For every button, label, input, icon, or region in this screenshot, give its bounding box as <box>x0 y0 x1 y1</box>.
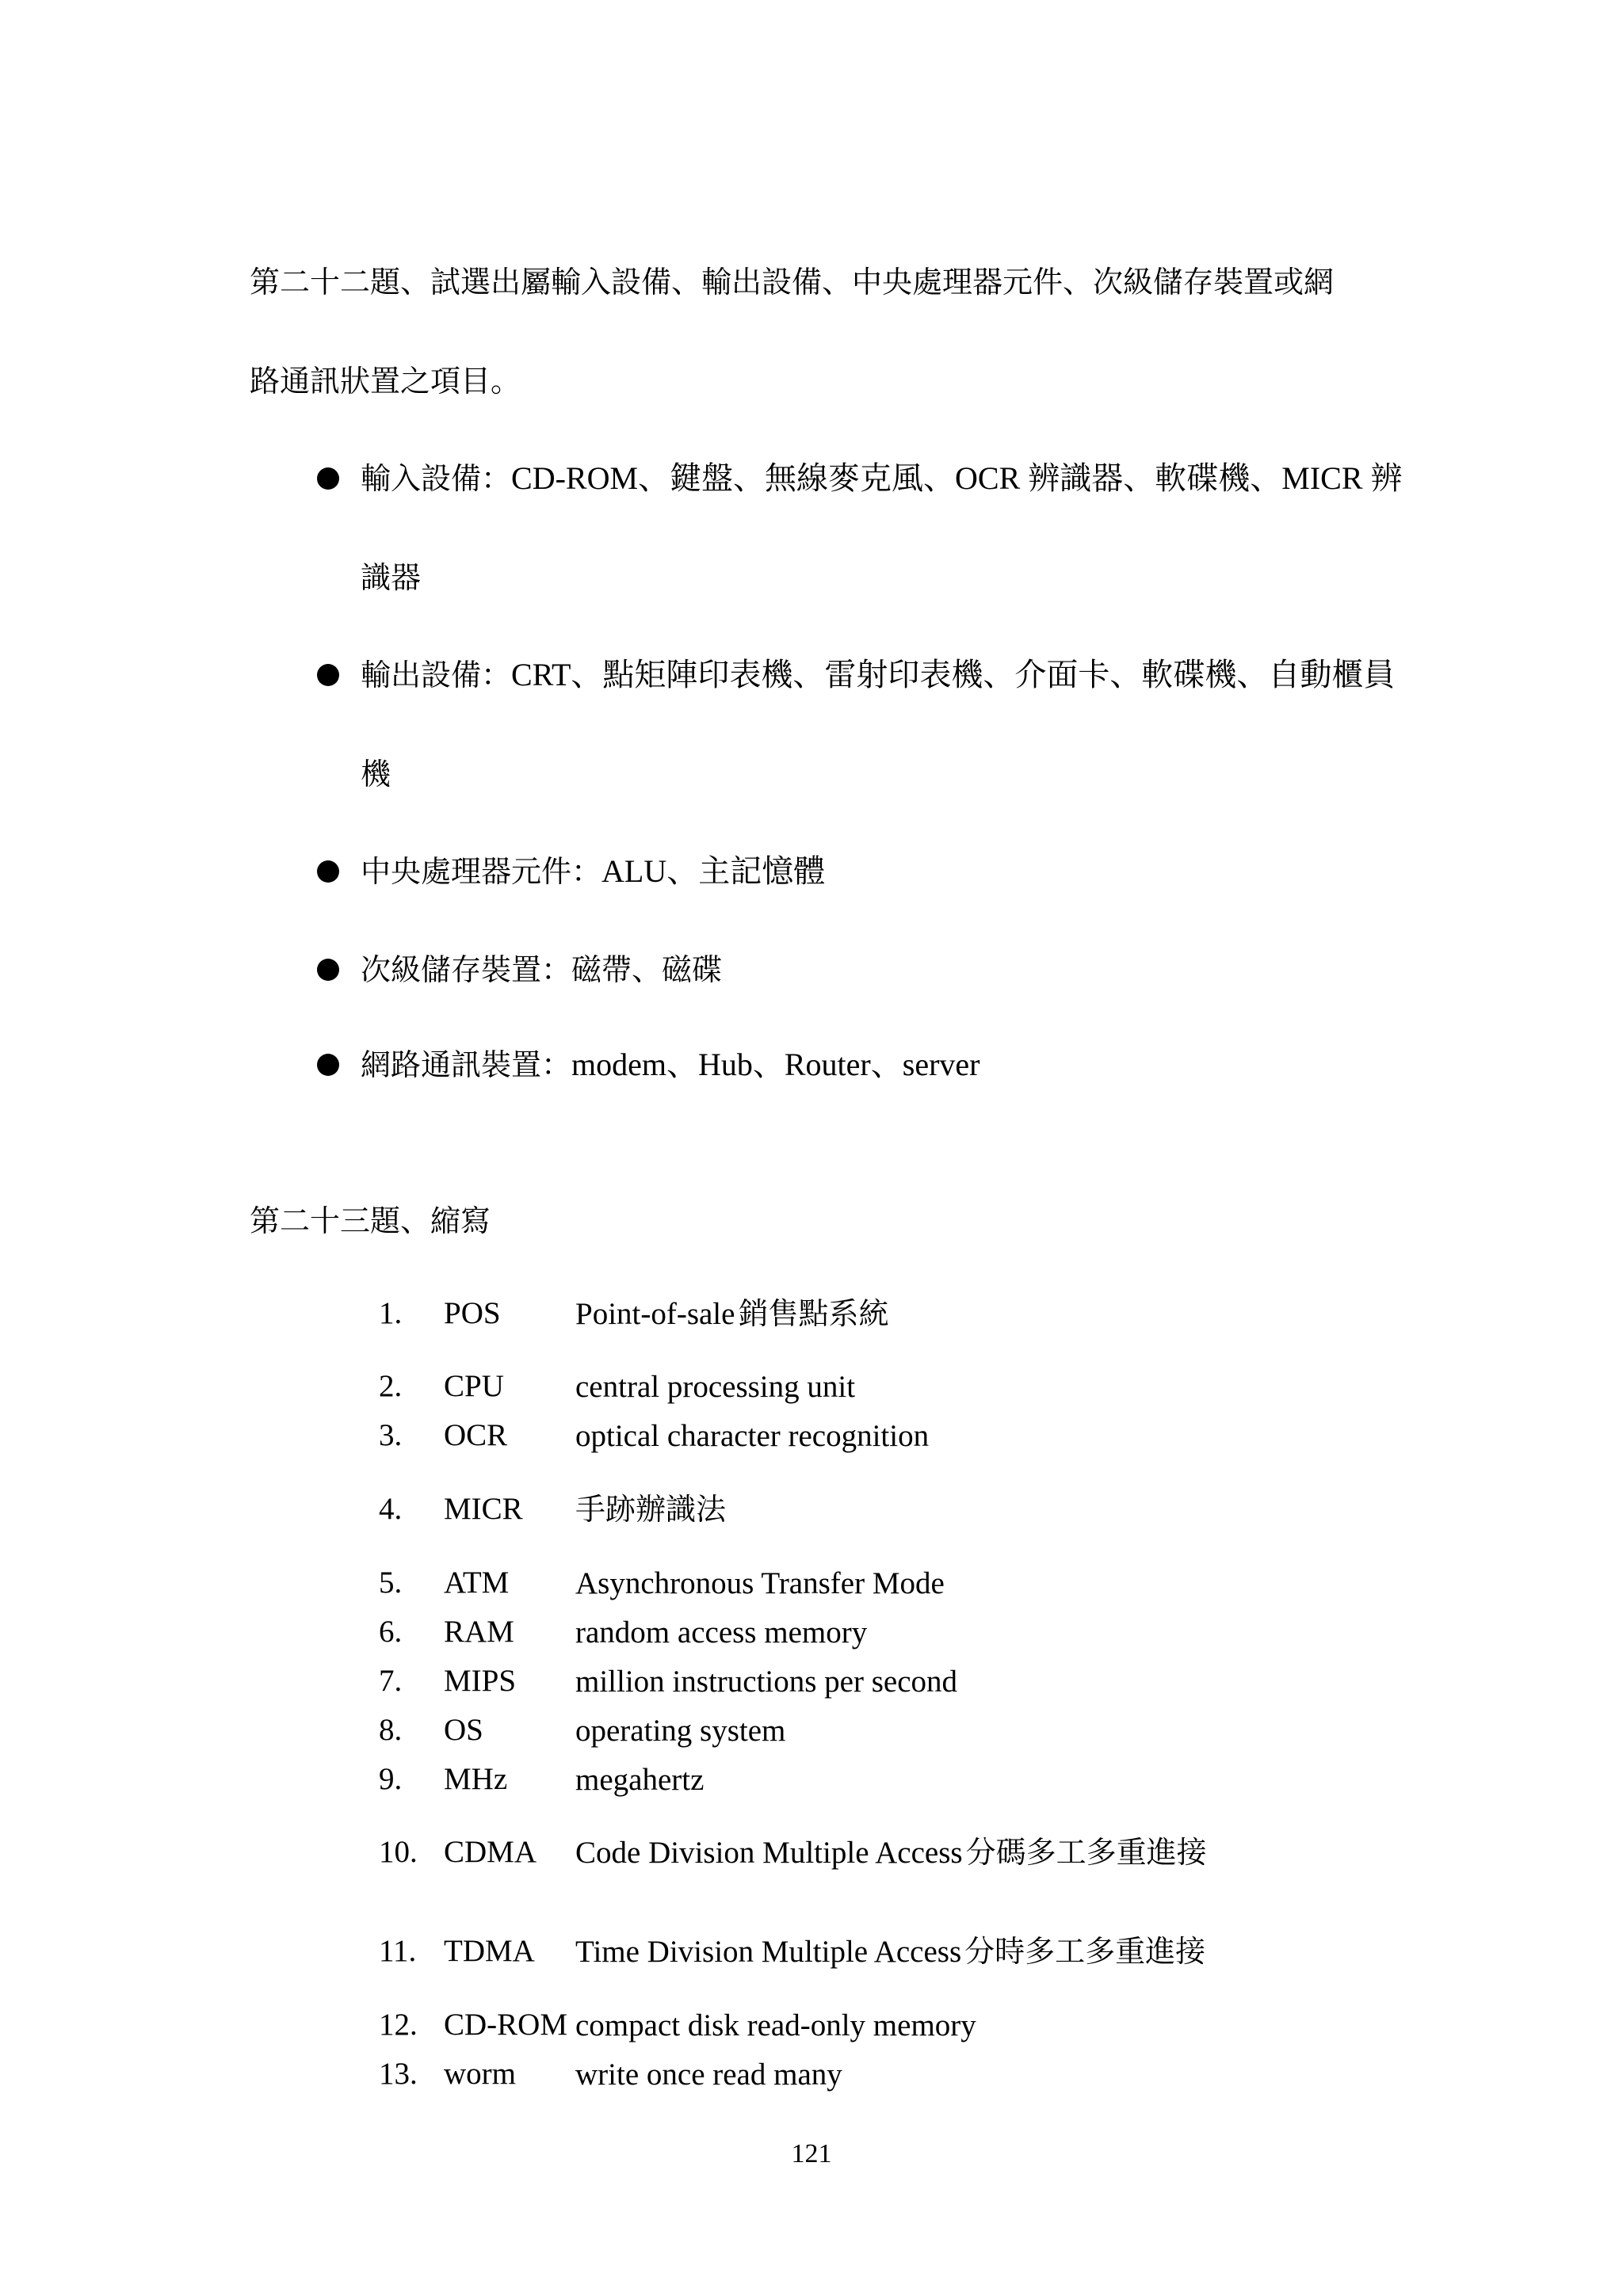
bullet-dot <box>317 959 339 981</box>
bullet-items: 磁帶、磁碟 <box>571 952 723 987</box>
bullet-dot <box>317 467 339 490</box>
abbr-number: 5. <box>379 1566 403 1600</box>
abbr-code: ATM <box>444 1566 510 1600</box>
abbr-english: Asynchronous Transfer Mode <box>575 1566 945 1600</box>
bullet-items-cont: 機 <box>361 757 391 791</box>
q22-title-line2: 路通訊狀置之項目。 <box>250 364 521 399</box>
abbr-code: CD-ROM <box>444 2008 568 2042</box>
bullet-network-devices <box>361 1044 980 1085</box>
abbr-english: central processing unit <box>575 1370 856 1404</box>
abbr-definition <box>575 1659 960 1704</box>
bullet-secondary-storage <box>361 949 722 990</box>
abbr-definition <box>575 1610 870 1655</box>
abbr-code: OCR <box>444 1418 508 1452</box>
abbr-definition <box>575 1757 707 1802</box>
abbr-definition <box>575 1413 932 1459</box>
abbr-chinese: 分碼多工多重進接 <box>965 1835 1207 1870</box>
abbr-code: MIPS <box>444 1664 517 1698</box>
abbr-code: worm <box>444 2057 516 2091</box>
bullet-input-devices <box>361 458 1403 499</box>
abbr-code: POS <box>444 1296 501 1330</box>
bullet-items: CD-ROM、鍵盤、無線麥克風、OCR 辨識器、軟碟機、MICR 辨 <box>511 460 1403 496</box>
abbr-number: 13. <box>379 2057 418 2091</box>
abbr-definition <box>575 1830 1207 1875</box>
abbr-code: CDMA <box>444 1835 537 1869</box>
bullet-dot <box>317 664 339 686</box>
abbr-definition <box>575 1364 858 1409</box>
abbr-english: million instructions per second <box>575 1665 958 1699</box>
bullet-items-cont: 識器 <box>361 560 422 595</box>
abbr-english: optical character recognition <box>575 1419 930 1453</box>
abbr-chinese: 分時多工多重進接 <box>964 1934 1206 1969</box>
abbr-number: 12. <box>379 2008 418 2042</box>
bullet-dot <box>317 1054 339 1076</box>
abbr-english: Code Division Multiple Access <box>575 1836 963 1870</box>
abbr-english: operating system <box>575 1714 786 1748</box>
abbr-chinese: 手跡辦識法 <box>575 1492 727 1527</box>
abbr-number: 1. <box>379 1296 403 1330</box>
abbr-number: 10. <box>379 1835 418 1869</box>
page-number: 121 <box>791 2139 832 2168</box>
bullet-items: modem、Hub、Router、server <box>571 1047 980 1082</box>
bullet-items: ALU、主記憶體 <box>601 853 826 889</box>
abbr-code: MHz <box>444 1762 508 1796</box>
abbr-number: 4. <box>379 1492 403 1526</box>
abbr-code: MICR <box>444 1492 523 1526</box>
abbr-english: compact disk read-only memory <box>575 2008 976 2042</box>
abbr-code: OS <box>444 1713 483 1747</box>
q22-title-line1: 第二十二題、試選出屬輸入設備、輸出設備、中央處理器元件、次級儲存裝置或網 <box>250 265 1335 299</box>
abbr-number: 6. <box>379 1615 403 1649</box>
abbr-english: write once read many <box>575 2058 842 2092</box>
bullet-label: 網路通訊裝置： <box>361 1047 572 1082</box>
bullet-cpu-components <box>361 851 825 892</box>
abbr-code: CPU <box>444 1369 504 1403</box>
abbr-english: Time Division Multiple Access <box>575 1935 962 1969</box>
abbr-definition <box>575 1929 1205 1974</box>
abbr-definition <box>575 1291 888 1337</box>
abbr-definition <box>575 1561 948 1606</box>
abbr-number: 7. <box>379 1664 403 1698</box>
bullet-items: CRT、點矩陣印表機、雷射印表機、介面卡、軟碟機、自動櫃員 <box>511 657 1396 692</box>
bullet-dot <box>317 860 339 883</box>
bullet-label: 次級儲存裝置： <box>361 952 572 987</box>
abbr-english: megahertz <box>575 1763 705 1797</box>
abbr-number: 11. <box>379 1934 417 1968</box>
bullet-output-devices <box>361 654 1395 696</box>
abbr-english: random access memory <box>575 1615 868 1650</box>
bullet-input-devices-cont <box>361 557 421 598</box>
bullet-output-devices-cont <box>361 753 391 795</box>
abbr-english: Point-of-sale <box>575 1297 735 1331</box>
abbr-number: 3. <box>379 1418 403 1452</box>
bullet-label: 中央處理器元件： <box>361 854 602 889</box>
abbr-number: 9. <box>379 1762 403 1796</box>
abbr-chinese: 銷售點系統 <box>738 1296 889 1331</box>
abbr-number: 2. <box>379 1369 403 1403</box>
abbr-definition <box>575 1487 726 1532</box>
abbr-definition <box>575 2052 846 2097</box>
bullet-label: 輸入設備： <box>361 461 512 496</box>
abbr-definition <box>575 2003 980 2048</box>
abbr-code: TDMA <box>444 1934 535 1968</box>
abbr-definition <box>575 1708 789 1753</box>
abbr-number: 8. <box>379 1713 403 1747</box>
q23-title: 第二十三題、縮寫 <box>250 1203 491 1238</box>
bullet-label: 輸出設備： <box>361 658 512 692</box>
abbr-code: RAM <box>444 1615 514 1649</box>
